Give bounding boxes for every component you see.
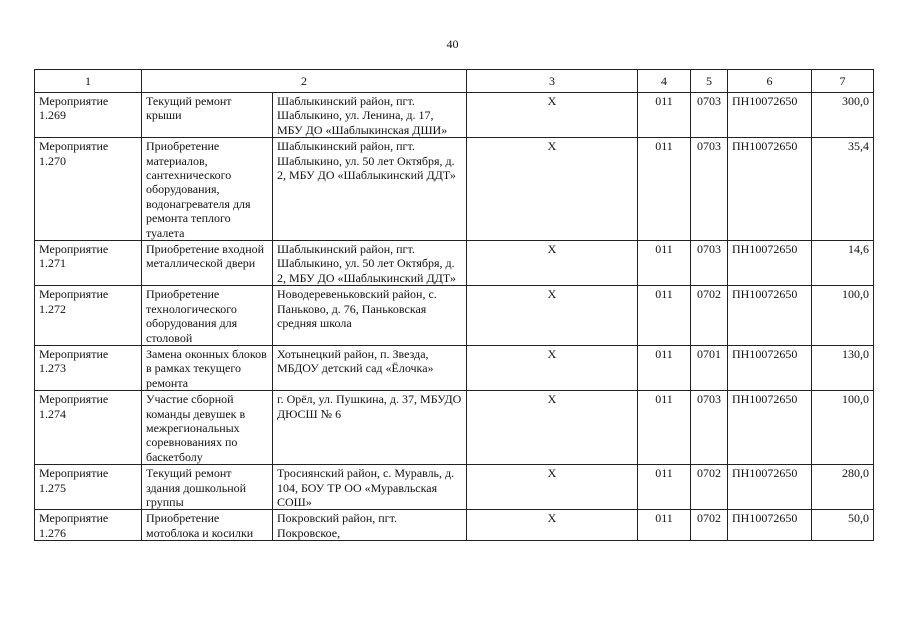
event-id: Мероприятие 1.273 [35, 345, 142, 390]
budget-table [34, 69, 874, 541]
header-cell: 7 [812, 70, 874, 93]
event-target-code: ПН10072650 [728, 286, 812, 346]
event-target-code: ПН10072650 [728, 138, 812, 241]
event-name: Приобретение входной металлической двери [142, 241, 273, 286]
table-row [35, 345, 874, 390]
event-target-code: ПН10072650 [728, 345, 812, 390]
event-name: Замена оконных блоков в рамках текущего ремонта [142, 345, 273, 390]
header-cell: 4 [638, 70, 691, 93]
event-section-code: 0702 [691, 465, 728, 510]
event-group-code: 011 [638, 510, 691, 541]
event-name: Текущий ремонт здания дошкольной группы [142, 465, 273, 510]
header-cell: 5 [691, 70, 728, 93]
event-target-code: ПН10072650 [728, 93, 812, 138]
event-section-code: 0702 [691, 510, 728, 541]
event-mark: Х [467, 93, 638, 138]
table-row [35, 465, 874, 510]
table-row [35, 286, 874, 346]
event-group-code: 011 [638, 345, 691, 390]
event-group-code: 011 [638, 241, 691, 286]
event-address: Новодеревеньковский район, с. Паньково, д. 76, Паньковская средняя школа [273, 286, 467, 346]
event-address: Тросиянский район, с. Муравль, д. 104, БОУ ТР ОО «Муравльская СОШ» [273, 465, 467, 510]
event-amount: 50,0 [812, 510, 874, 541]
header-cell: 6 [728, 70, 812, 93]
event-mark: Х [467, 286, 638, 346]
table-row [35, 138, 874, 241]
event-address: Покровский район, пгт. Покровское, [273, 510, 467, 541]
event-id: Мероприятие 1.275 [35, 465, 142, 510]
event-target-code: ПН10072650 [728, 465, 812, 510]
page-number: 40 [446, 37, 459, 51]
table-row [35, 241, 874, 286]
header-cell: 2 [142, 70, 467, 93]
event-amount: 130,0 [812, 345, 874, 390]
event-mark: Х [467, 138, 638, 241]
event-section-code: 0703 [691, 391, 728, 465]
event-amount: 100,0 [812, 286, 874, 346]
event-id: Мероприятие 1.272 [35, 286, 142, 346]
event-id: Мероприятие 1.276 [35, 510, 142, 541]
event-name: Приобретение материалов, сантехнического оборудования, водонагревателя для ремонта теплого туалета [142, 138, 273, 241]
event-address: Шаблыкинский район, пгт. Шаблыкино, ул. Ленина, д. 17, МБУ ДО «Шаблыкинская ДШИ» [273, 93, 467, 138]
event-address: г. Орёл, ул. Пушкина, д. 37, МБУДО ДЮСШ № 6 [273, 391, 467, 465]
event-group-code: 011 [638, 93, 691, 138]
event-section-code: 0703 [691, 93, 728, 138]
event-mark: Х [467, 345, 638, 390]
event-group-code: 011 [638, 286, 691, 346]
event-target-code: ПН10072650 [728, 241, 812, 286]
event-id: Мероприятие 1.270 [35, 138, 142, 241]
table-row [35, 391, 874, 465]
event-amount: 300,0 [812, 93, 874, 138]
event-mark: Х [467, 391, 638, 465]
event-id: Мероприятие 1.269 [35, 93, 142, 138]
event-amount: 35,4 [812, 138, 874, 241]
event-group-code: 011 [638, 465, 691, 510]
event-mark: Х [467, 241, 638, 286]
event-address: Шаблыкинский район, пгт. Шаблыкино, ул. 50 лет Октября, д. 2, МБУ ДО «Шаблыкинский ДДТ» [273, 241, 467, 286]
table-header-row [35, 70, 874, 93]
event-section-code: 0703 [691, 138, 728, 241]
event-address: Хотынецкий район, п. Звезда, МБДОУ детский сад «Ёлочка» [273, 345, 467, 390]
event-group-code: 011 [638, 138, 691, 241]
event-name: Участие сборной команды девушек в межрегиональных соревнованиях по баскетболу [142, 391, 273, 465]
event-address: Шаблыкинский район, пгт. Шаблыкино, ул. 50 лет Октября, д. 2, МБУ ДО «Шаблыкинский ДДТ» [273, 138, 467, 241]
event-id: Мероприятие 1.274 [35, 391, 142, 465]
event-name: Приобретение мотоблока и косилки [142, 510, 273, 541]
event-target-code: ПН10072650 [728, 510, 812, 541]
event-name: Текущий ремонт крыши [142, 93, 273, 138]
event-section-code: 0702 [691, 286, 728, 346]
event-mark: Х [467, 510, 638, 541]
header-cell: 3 [467, 70, 638, 93]
event-name: Приобретение технологического оборудования для столовой [142, 286, 273, 346]
table-row [35, 93, 874, 138]
event-group-code: 011 [638, 391, 691, 465]
event-id: Мероприятие 1.271 [35, 241, 142, 286]
event-mark: Х [467, 465, 638, 510]
event-section-code: 0703 [691, 241, 728, 286]
event-amount: 100,0 [812, 391, 874, 465]
table-row [35, 510, 874, 541]
event-target-code: ПН10072650 [728, 391, 812, 465]
event-amount: 280,0 [812, 465, 874, 510]
header-cell: 1 [35, 70, 142, 93]
event-amount: 14,6 [812, 241, 874, 286]
event-section-code: 0701 [691, 345, 728, 390]
